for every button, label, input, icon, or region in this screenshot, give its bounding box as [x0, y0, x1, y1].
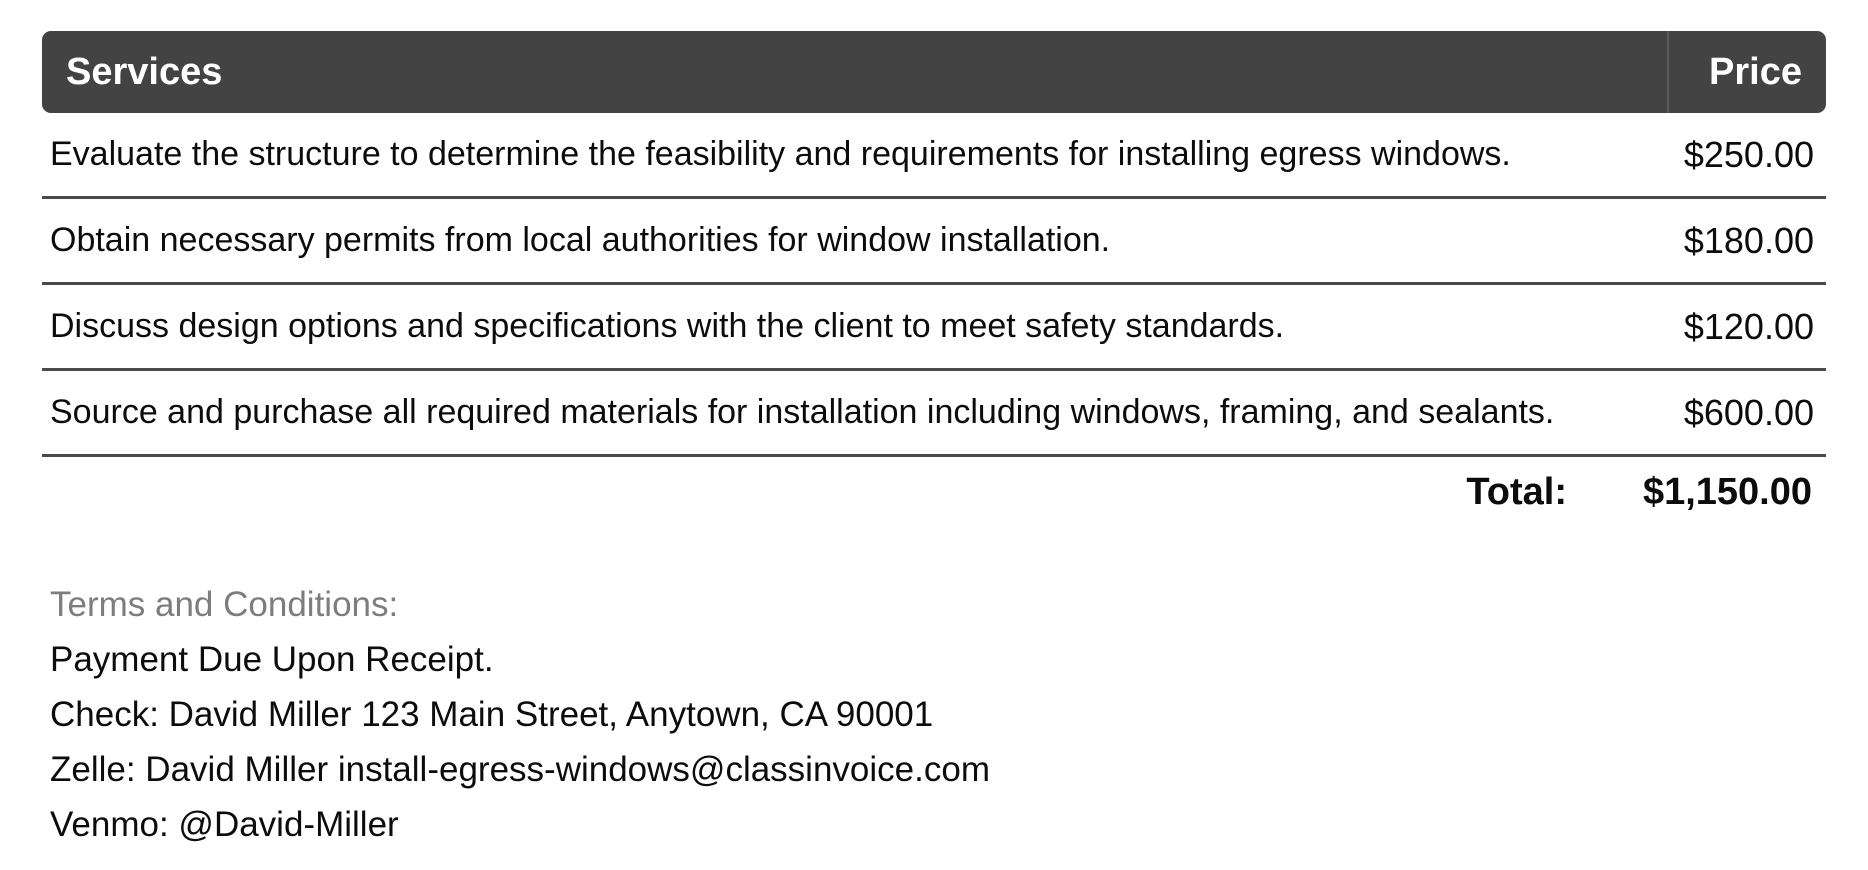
total-value: $1,150.00 [1642, 470, 1812, 513]
terms-line-payment: Payment Due Upon Receipt. [50, 640, 494, 679]
invoice-services-table [42, 31, 1826, 852]
table-row [42, 371, 1826, 457]
terms-line-check: Check: David Miller 123 Main Street, Anytown, CA 90001 [50, 695, 934, 734]
terms-title: Terms and Conditions: [50, 585, 399, 624]
total-label: Total: [1466, 470, 1567, 513]
service-price: $600.00 [1683, 391, 1814, 433]
table-row [42, 199, 1826, 285]
terms-line-zelle: Zelle: David Miller install-egress-windows@classinvoice.com [50, 750, 990, 789]
service-description: Discuss design options and specifications with the client to meet safety standards. [50, 307, 1285, 345]
service-price: $250.00 [1683, 133, 1814, 175]
table-row [42, 113, 1826, 199]
table-header-row [42, 31, 1826, 113]
table-row [42, 285, 1826, 371]
service-price: $120.00 [1683, 305, 1814, 347]
total-row [42, 457, 1826, 527]
price-column-header: Price [1667, 31, 1826, 113]
service-description: Obtain necessary permits from local authorities for window installation. [50, 221, 1111, 259]
services-column-header: Services [66, 50, 223, 93]
service-description: Evaluate the structure to determine the feasibility and requirements for installing egress windows. [50, 135, 1511, 173]
service-price: $180.00 [1683, 219, 1814, 261]
terms-section [42, 577, 1826, 852]
service-description: Source and purchase all required materials for installation including windows, framing, and sealants. [50, 393, 1555, 431]
terms-line-venmo: Venmo: @David-Miller [50, 805, 399, 844]
